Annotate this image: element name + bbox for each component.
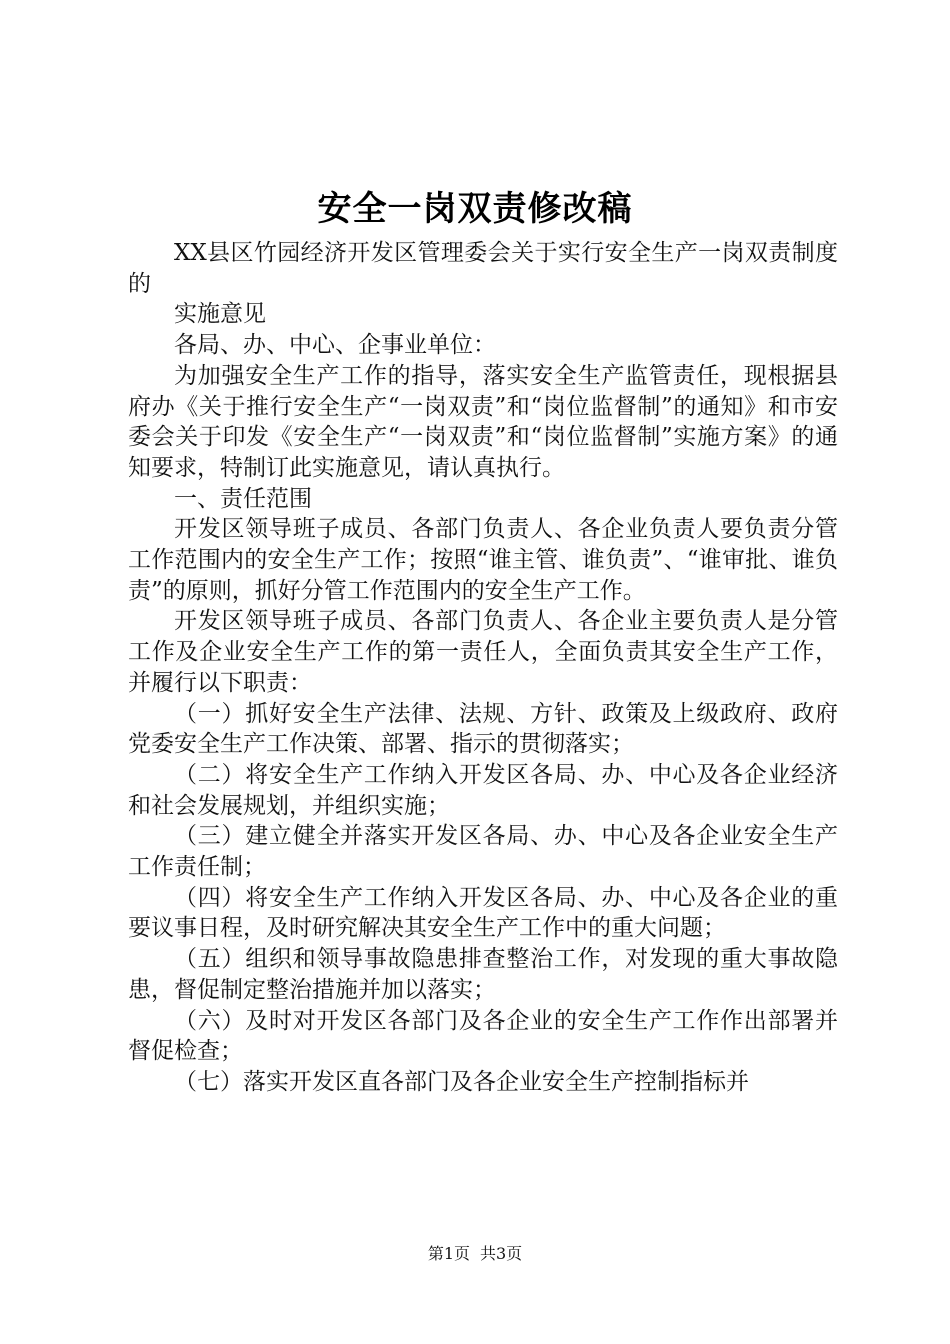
duty-item-6: （六）及时对开发区各部门及各企业的安全生产工作作出部署并督促检查； [128, 1007, 838, 1065]
document-title: 安全一岗双责修改稿 [317, 189, 633, 229]
paragraph-addressee: 各局、办、中心、企事业单位： [174, 332, 496, 359]
duty-item-1: （一）抓好安全生产法律、法规、方针、政策及上级政府、政府党委安全生产工作决策、部署、指示的贯彻落实； [128, 700, 838, 758]
paragraph-scope-1: 开发区领导班子成员、各部门负责人、各企业负责人要负责分管工作范围内的安全生产工作；按照“谁主管、谁负责”、“谁审批、谁负责”的原则，抓好分管工作范围内的安全生产工作。 [128, 516, 838, 604]
paragraph-intro: 为加强安全生产工作的指导，落实安全生产监管责任，现根据县府办《关于推行安全生产“一岗双责”和“岗位监督制”的通知》和市安委会关于印发《安全生产“一岗双责”和“岗位监督制”实施方案》的通知要求，特制订此实施意见，请认真执行。 [128, 362, 838, 481]
duty-item-2: （二）将安全生产工作纳入开发区各局、办、中心及各企业经济和社会发展规划，并组织实施； [128, 761, 838, 819]
duty-item-4: （四）将安全生产工作纳入开发区各局、办、中心及各企业的重要议事日程，及时研究解决其安全生产工作中的重大问题； [128, 884, 838, 942]
paragraph-scope-2: 开发区领导班子成员、各部门负责人、各企业主要负责人是分管工作及企业安全生产工作的第一责任人，全面负责其安全生产工作，并履行以下职责： [128, 608, 838, 696]
duty-item-3: （三）建立健全并落实开发区各局、办、中心及各企业安全生产工作责任制； [128, 823, 838, 881]
section-heading-scope: 一、责任范围 [174, 485, 312, 512]
page-number-total: 共3页 [480, 1244, 523, 1263]
paragraph-subheading: 实施意见 [174, 301, 266, 328]
document-body [128, 238, 838, 1098]
page-footer [0, 1243, 950, 1265]
duty-item-7: （七）落实开发区直各部门及各企业安全生产控制指标并 [174, 1068, 749, 1095]
page-number-current: 第1页 [427, 1244, 470, 1263]
paragraph-heading-line: XX县区竹园经济开发区管理委会关于实行安全生产一岗双责制度的 [128, 240, 838, 297]
duty-item-5: （五）组织和领导事故隐患排查整治工作，对发现的重大事故隐患，督促制定整治措施并加以落实； [128, 946, 838, 1003]
